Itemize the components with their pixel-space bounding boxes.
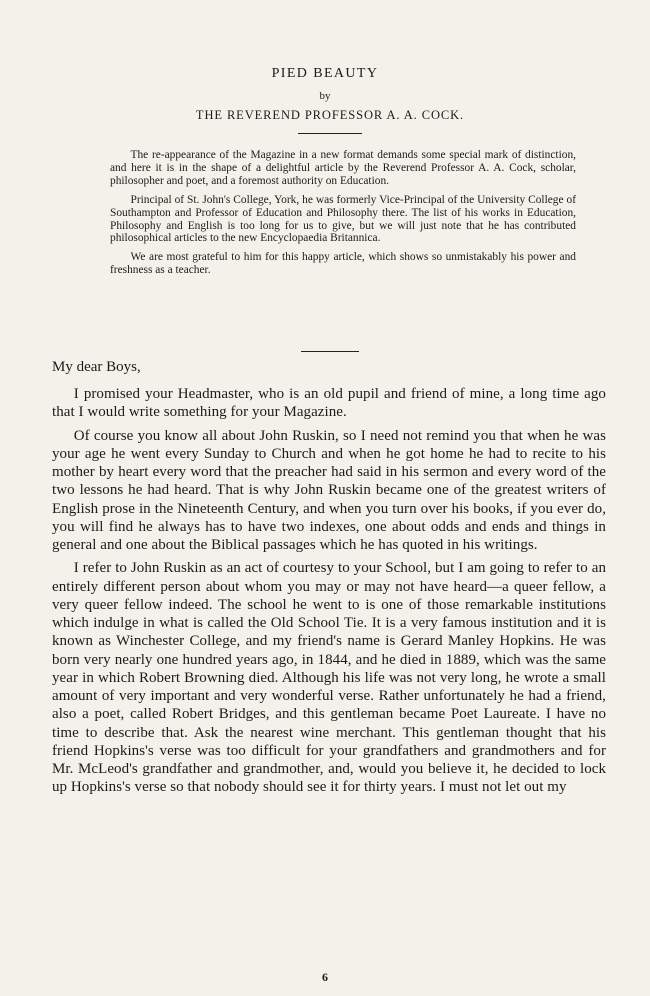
body-paragraph: Of course you know all about John Ruskin, so I need not remind you that when he was your age he went every Sunday to Church and when he got home he had to recite to his mother by heart every word that the preacher had said in his sermon and every word of the two lessons he had heard. That is why John Ruskin became one of the greatest writers of English prose in the Nineteenth Century, and when you turn over his books, if you ever do, you will find he always has to have two indexes, one about odds and ends and things in general and one about the Biblical passages which he has quoted in his writings. xyxy=(52,427,606,553)
letter-salutation: My dear Boys, xyxy=(52,359,141,375)
article-title: PIED BEAUTY xyxy=(271,66,379,81)
editorial-introduction xyxy=(110,149,576,283)
intro-paragraph: Principal of St. John's College, York, he was formerly Vice-Principal of the University College of Southampton and Professor of Education and Philosophy there. The list of his works in Education, Philosophy and English is too long for us to give, but we will just note that he has contributed philosophical articles to the new Encyclopaedia Britannica. xyxy=(110,193,576,245)
intro-paragraph: The re-appearance of the Magazine in a new format demands some special mark of distinction, and here it is in the shape of a delightful article by the Reverend Professor A. A. Cock, scholar, philosopher and poet, and a foremost authority on Education. xyxy=(110,149,576,187)
byline-by: by xyxy=(319,90,331,102)
intro-paragraph: We are most grateful to him for this happy article, which shows so unmistakably his power and freshness as a teacher. xyxy=(110,251,576,277)
article-author: THE REVEREND PROFESSOR A. A. COCK. xyxy=(195,108,465,122)
letter-body xyxy=(52,385,606,802)
page-number: 6 xyxy=(322,970,328,984)
divider-middle xyxy=(301,351,359,352)
body-paragraph: I refer to John Ruskin as an act of courtesy to your School, but I am going to refer to an entirely different person about whom you may or may not have heard—a queer fellow, a very queer fellow indeed. The school he went to is one of those remarkable institutions which indulge in what is called the Old School Tie. It is a very famous institution and it is known as Winchester College, and my friend's name is Gerard Manley Hopkins. He was born very nearly one hundred years ago, in 1844, and he died in 1889, which was the same year in which Robert Browning died. Although his life was not very long, he wrote a small amount of very important and very wonderful verse. Rather unfortunately he had a friend, also a poet, called Robert Bridges, and this gentleman became Poet Laureate. I have no time to describe that. Ask the nearest wine merchant. This gentleman thought that his friend Hopkins's verse was too difficult for your grandfathers and grandmothers and for Mr. McLeod's grandfather and grandmother, and, would you believe it, he decided to lock up Hopkins's verse so that nobody should see it for thirty years. I must not let out my xyxy=(52,560,606,796)
divider-top xyxy=(298,133,362,134)
body-paragraph: I promised your Headmaster, who is an old pupil and friend of mine, a long time ago that I would write something for your Magazine. xyxy=(52,386,606,421)
